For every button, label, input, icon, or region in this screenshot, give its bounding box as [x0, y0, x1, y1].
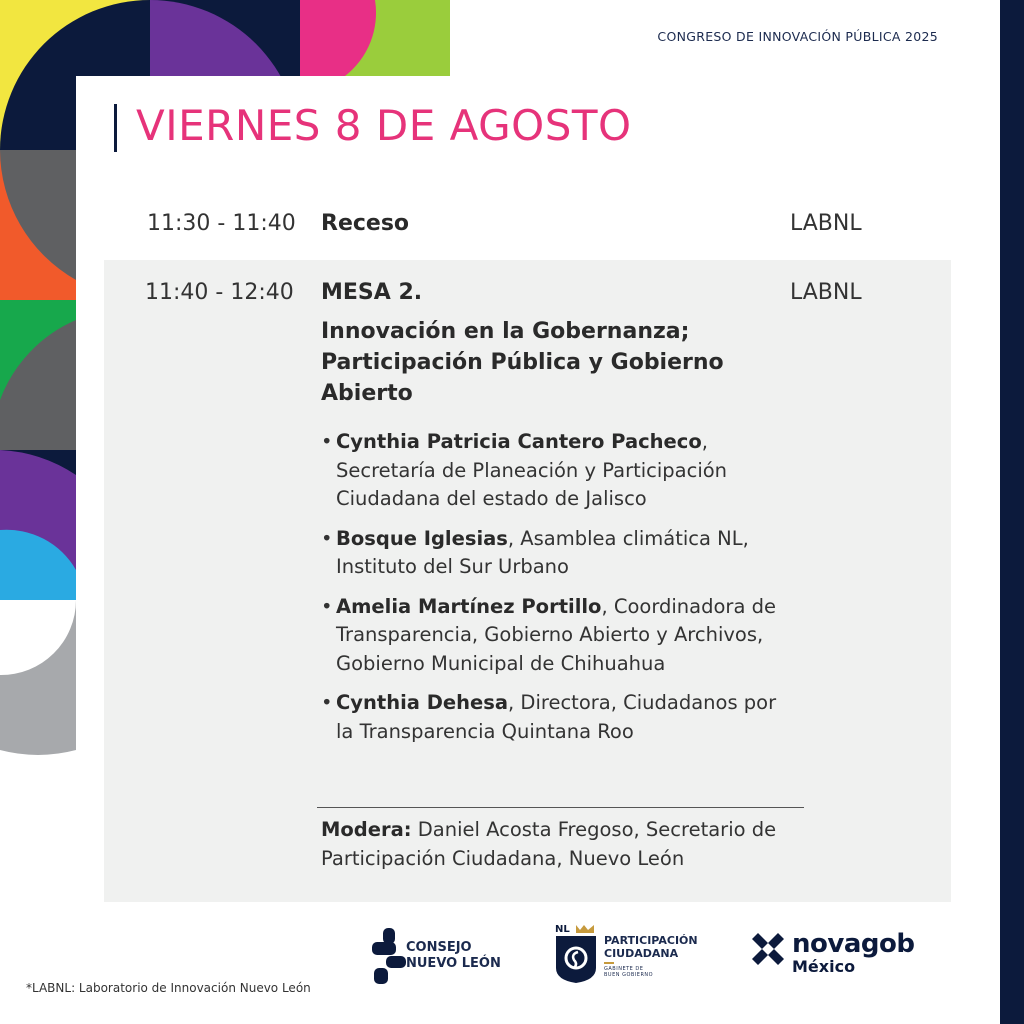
event-name: CONGRESO DE INNOVACIÓN PÚBLICA 2025	[657, 29, 938, 44]
recess-venue: LABNL	[790, 211, 862, 236]
pc-line1: PARTICIPACIÓN	[604, 934, 698, 947]
speaker-name: Cynthia Patricia Cantero Pacheco	[336, 430, 702, 453]
gold-rule	[604, 962, 614, 964]
novagob-logo	[750, 929, 915, 980]
list-item	[321, 593, 791, 679]
recess-time: 11:30 - 11:40	[147, 211, 296, 236]
novagob-line2: México	[792, 957, 856, 976]
list-item	[321, 525, 791, 582]
moderator-label: Modera:	[321, 818, 412, 841]
participacion-ciudadana-logo	[554, 924, 714, 984]
speaker-name: Cynthia Dehesa	[336, 691, 509, 714]
moderator-text: Daniel Acosta Fregoso, Secretario de Participación Ciudadana, Nuevo León	[321, 818, 777, 870]
panel-label: MESA 2.	[321, 280, 423, 305]
speaker-role: , Asamblea climática NL, Instituto del Sur Urbano	[336, 526, 749, 578]
consejo-nuevo-leon-logo	[372, 928, 512, 984]
speaker-name: Amelia Martínez Portillo	[336, 594, 602, 618]
panel-time: 11:40 - 12:40	[145, 280, 294, 305]
footnote: *LABNL: Laboratorio de Innovación Nuevo León	[26, 981, 311, 995]
recess-label: Receso	[321, 211, 410, 236]
panel-topic: Innovación en la Gobernanza; Participación Pública y Gobierno Abierto	[321, 319, 724, 406]
consejo-nuevo-leon-icon	[372, 928, 406, 984]
right-edge-bar	[1000, 0, 1024, 1024]
bullet: •	[321, 430, 333, 453]
novagob-line1: novagob	[792, 929, 915, 959]
moderator	[321, 816, 801, 873]
list-item	[321, 428, 791, 514]
bullet: •	[321, 594, 333, 618]
novagob-icon	[750, 932, 786, 968]
panel-venue: LABNL	[790, 280, 862, 305]
crest-icon	[554, 924, 598, 984]
title-accent-bar	[114, 104, 117, 152]
bullet: •	[321, 691, 333, 714]
list-item	[321, 689, 791, 746]
consejo-line2: NUEVO LEÓN	[406, 956, 501, 971]
nl-badge-label: NL	[555, 924, 570, 935]
page-title: VIERNES 8 DE AGOSTO	[136, 101, 632, 150]
pc-line4: BUEN GOBIERNO	[604, 972, 654, 978]
speaker-list	[321, 428, 791, 757]
speaker-role: , Coordinadora de Transparencia, Gobierno Abierto y Archivos, Gobierno Municipal de Chihuahua	[336, 594, 776, 675]
speaker-name: Bosque Iglesias	[336, 526, 508, 550]
divider	[317, 807, 804, 808]
pc-line3: GABINETE DE	[604, 966, 644, 972]
speaker-role: , Directora, Ciudadanos por la Transparencia Quintana Roo	[336, 691, 777, 743]
pc-line2: CIUDADANA	[604, 947, 679, 960]
bullet: •	[321, 526, 333, 550]
speaker-role: , Secretaría de Planeación y Participación Ciudadana del estado de Jalisco	[336, 430, 728, 510]
consejo-line1: CONSEJO	[406, 940, 472, 955]
